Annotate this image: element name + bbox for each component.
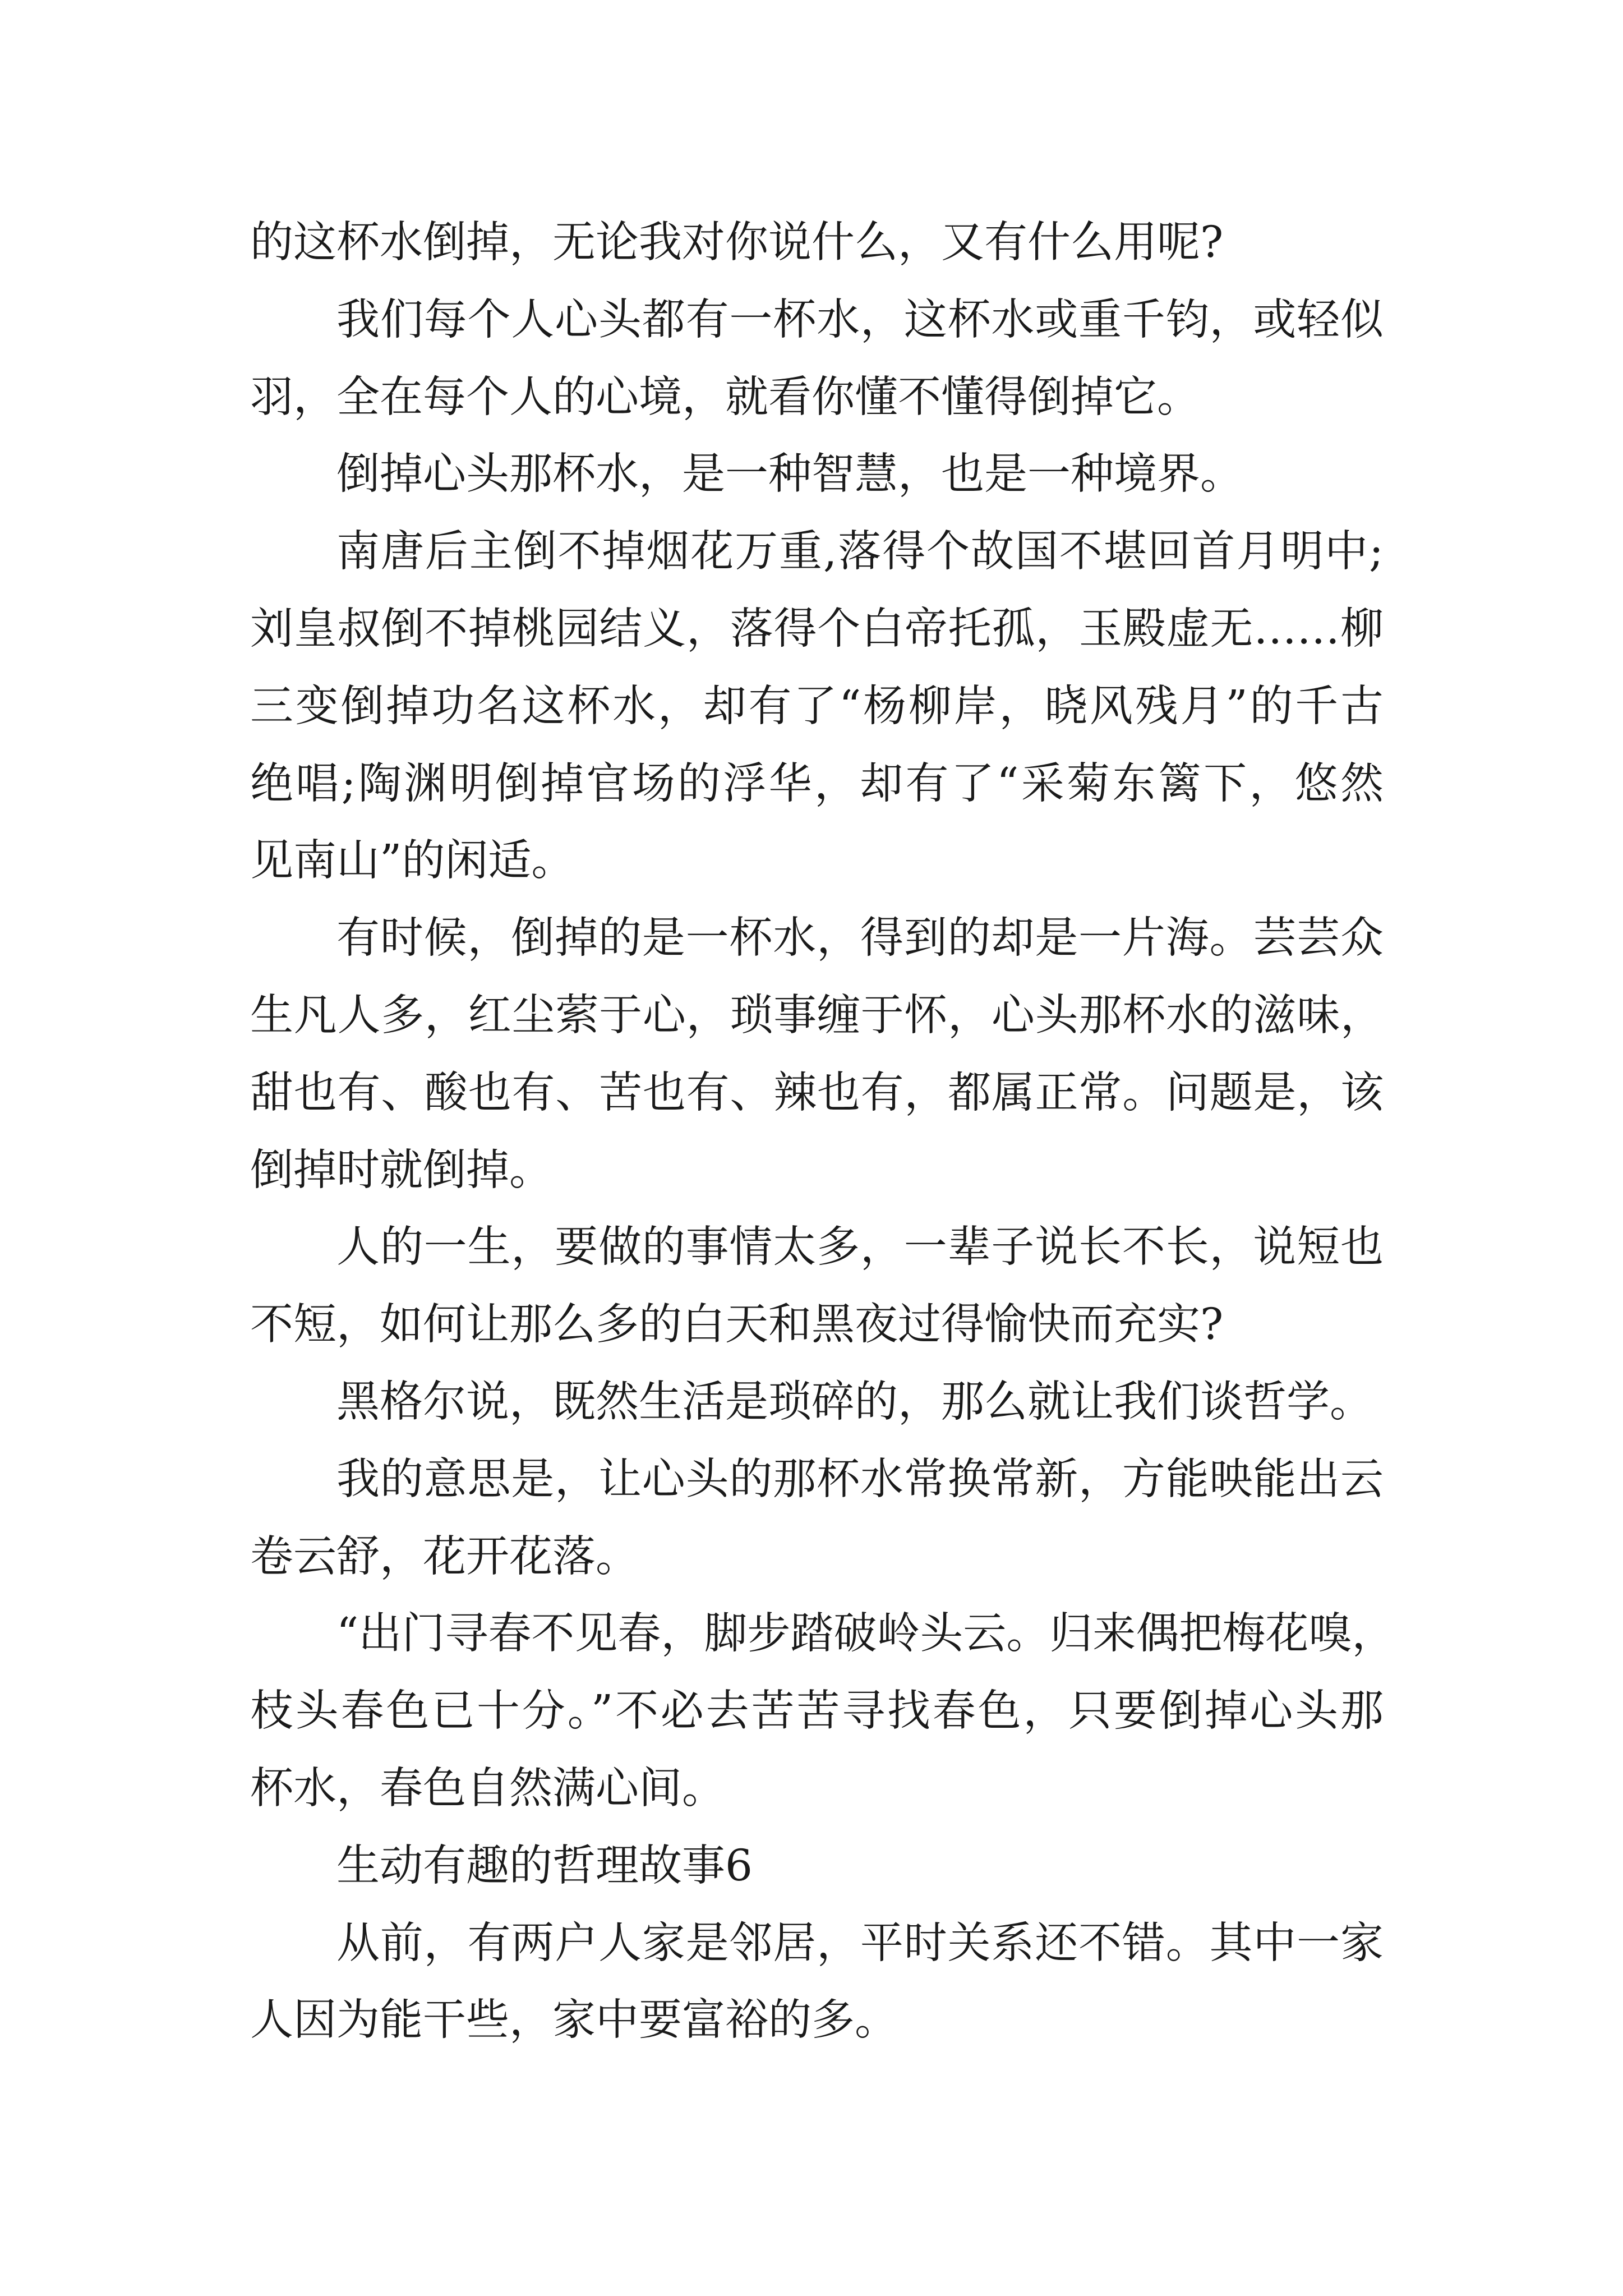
section-heading: 生动有趣的哲理故事6	[336, 1841, 753, 1891]
paragraph	[0, 1595, 1623, 1827]
text-line: 杯水，春色自然满心间。	[250, 1763, 725, 1814]
text-line: 黑格尔说，既然生活是琐碎的，那么就让我们谈哲学。	[336, 1377, 1373, 1427]
text-line: 枝头春色已十分。”不必去苦苦寻找春色，只要倒掉心头那	[250, 1686, 1384, 1737]
paragraph	[0, 1905, 1623, 2060]
text-line: 羽，全在每个人的心境，就看你懂不懂得倒掉它。	[250, 372, 1200, 422]
text-line: 卷云舒，花开花落。	[250, 1531, 639, 1582]
text-line: 我们每个人心头都有一杯水，这杯水或重千钧，或轻似	[336, 295, 1384, 345]
text-line: 的这杯水倒掉，无论我对你说什么，又有什么用呢?	[250, 218, 1224, 268]
text-line: 甜也有、酸也有、苦也有、辣也有，都属正常。问题是，该	[250, 1068, 1384, 1118]
text-line: 倒掉时就倒掉。	[250, 1145, 552, 1195]
text-line: 南唐后主倒不掉烟花万重,落得个故国不堪回首月明中;	[336, 527, 1384, 577]
paragraph	[0, 1441, 1623, 1596]
paragraph	[0, 1364, 1623, 1441]
text-line: 绝唱;陶渊明倒掉官场的浮华，却有了“采菊东篱下，悠然	[250, 758, 1384, 809]
paragraph	[0, 513, 1623, 900]
text-line: 倒掉心头那杯水，是一种智慧，也是一种境界。	[336, 449, 1243, 500]
paragraph	[0, 1209, 1623, 1364]
text-line: 人因为能干些，家中要富裕的多。	[250, 1995, 898, 2046]
paragraph	[0, 204, 1623, 282]
text-line: 从前，有两户人家是邻居，平时关系还不错。其中一家	[336, 1918, 1384, 1968]
text-line: 刘皇叔倒不掉桃园结义，落得个白帝托孤，玉殿虚无……柳	[250, 604, 1384, 654]
text-line: 我的意思是，让心头的那杯水常换常新，方能映能出云	[336, 1454, 1384, 1504]
paragraph	[0, 282, 1623, 436]
text-line: 人的一生，要做的事情太多，一辈子说长不长，说短也	[336, 1222, 1384, 1273]
text-line: 三变倒掉功名这杯水，却有了“杨柳岸，晓风残月”的千古	[250, 681, 1384, 731]
text-line: “出门寻春不见春，脚步踏破岭头云。归来偶把梅花嗅，	[336, 1609, 1395, 1659]
text-line: 不短，如何让那么多的白天和黑夜过得愉快而充实?	[250, 1300, 1224, 1350]
paragraph	[0, 436, 1623, 513]
text-line: 生凡人多，红尘萦于心，琐事缠于怀，心头那杯水的滋味，	[250, 990, 1384, 1041]
text-line: 有时候，倒掉的是一杯水，得到的却是一片海。芸芸众	[336, 913, 1384, 964]
text-line: 见南山”的闲适。	[250, 836, 575, 886]
paragraph	[0, 900, 1623, 1209]
